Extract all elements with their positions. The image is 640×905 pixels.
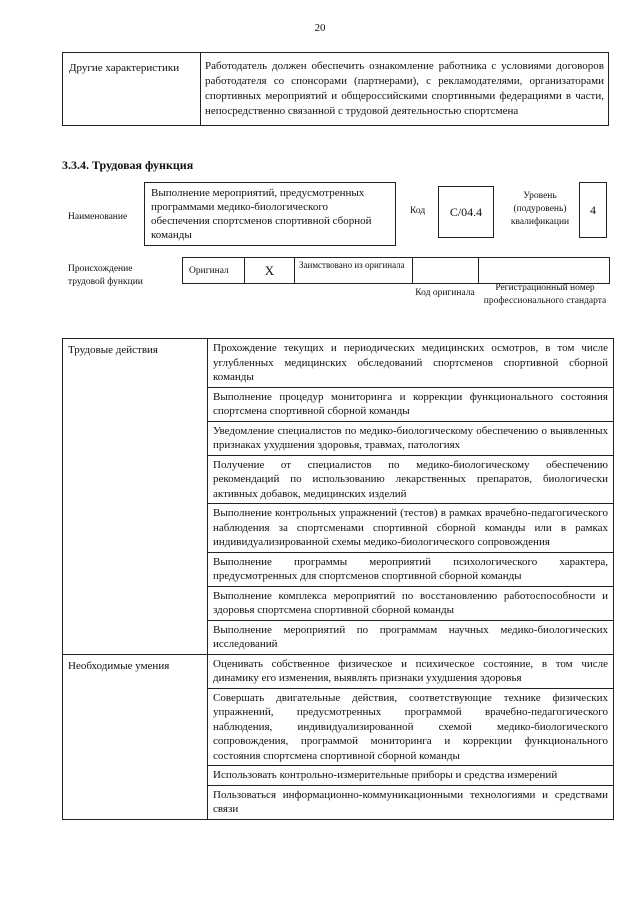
code-original-label: Код оригинала xyxy=(415,288,475,298)
required-skill-row xyxy=(63,654,614,688)
required-skill-item: Использовать контрольно-измерительные приборы и средства измерений xyxy=(208,766,614,786)
origin-reg-number-cell xyxy=(479,258,609,283)
labor-action-item: Выполнение мероприятий по программам научных медико-биологических исследований xyxy=(208,620,614,654)
origin-label: Происхождение трудовой функции xyxy=(68,264,143,287)
labor-action-group-label: Трудовые действия xyxy=(63,339,208,655)
origin-table xyxy=(182,257,610,284)
reg-number-label: Регистрационный номер профессионального стандарта xyxy=(483,283,607,306)
labor-action-item: Выполнение процедур мониторинга и коррекции функционального состояния спортсмена спортивной сборной команды xyxy=(208,387,614,421)
labor-action-item: Выполнение комплекса мероприятий по восстановлению работоспособности и здоровья спортсмена спортивной сборной команды xyxy=(208,586,614,620)
labor-action-row xyxy=(63,339,614,388)
origin-original-label: Оригинал xyxy=(183,258,245,283)
required-skill-group-label: Необходимые умения xyxy=(63,654,208,819)
labor-action-item: Получение от специалистов по медико-биологическому обеспечению рекомендаций по использованию лекарственных препаратов, биологически активных добавок, медицинских изделий xyxy=(208,455,614,504)
required-skill-item: Пользоваться информационно-коммуникационными технологиями и средствами связи xyxy=(208,785,614,819)
function-details-table xyxy=(62,338,614,820)
required-skill-item: Оценивать собственное физическое и психическое состояние, в том числе динамику его изменения, выявлять признаки ухудшения здоровья xyxy=(208,654,614,688)
origin-code-cell xyxy=(413,258,479,283)
qualification-level-label: Уровень (подуровень) квалификации xyxy=(510,191,570,227)
origin-borrowed-label: Заимствовано из оригинала xyxy=(295,258,413,283)
labor-action-item: Уведомление специалистов по медико-биологическому обеспечению о выявленных признаках ухудшения здоровья, травмах, патологиях xyxy=(208,421,614,455)
other-characteristics-text: Работодатель должен обеспечить ознакомление работника с условиями договоров работодателя со спонсорами (партнерами), с рекламодателями, организаторами спортивных мероприятий и общероссийскими спортивными федерациями в части, непосредственно связанной с трудовой деятельностью спортсмена xyxy=(205,60,604,117)
function-code: C/04.4 xyxy=(438,186,494,238)
function-name-label: Наименование xyxy=(68,212,128,222)
qualification-level: 4 xyxy=(579,182,607,238)
section-title: 3.3.4. Трудовая функция xyxy=(62,158,194,172)
labor-action-item: Выполнение программы мероприятий психологического характера, предусмотренных для спортсменов спортивной сборной команды xyxy=(208,552,614,586)
origin-original-mark: X xyxy=(245,258,295,283)
function-code-label: Код xyxy=(410,206,426,216)
other-characteristics-table xyxy=(62,52,609,126)
other-characteristics-label: Другие характеристики xyxy=(63,53,201,125)
labor-action-item: Прохождение текущих и периодических медицинских осмотров, в том числе углубленных медицинских обследований спортсменов спортивной сборной команды xyxy=(208,339,614,388)
page-number: 20 xyxy=(314,22,326,34)
function-name: Выполнение мероприятий, предусмотренных программами медико-биологического обеспечения спортсменов спортивной сборной команды xyxy=(144,182,396,246)
labor-action-item: Выполнение контрольных упражнений (тестов) в рамках врачебно-педагогического наблюдения за спортсменами спортивной сборной команды или в рамках индивидуализированной схемы медико-биологического сопровождения xyxy=(208,504,614,553)
required-skill-item: Совершать двигательные действия, соответствующие технике физических упражнений, предусмотренных программой врачебно-педагогического наблюдения, индивидуализированной схемой медико-биологического сопровождения, программой мониторинга и коррекции функционального состояния спортсмена спортивной сборной команды xyxy=(208,688,614,766)
